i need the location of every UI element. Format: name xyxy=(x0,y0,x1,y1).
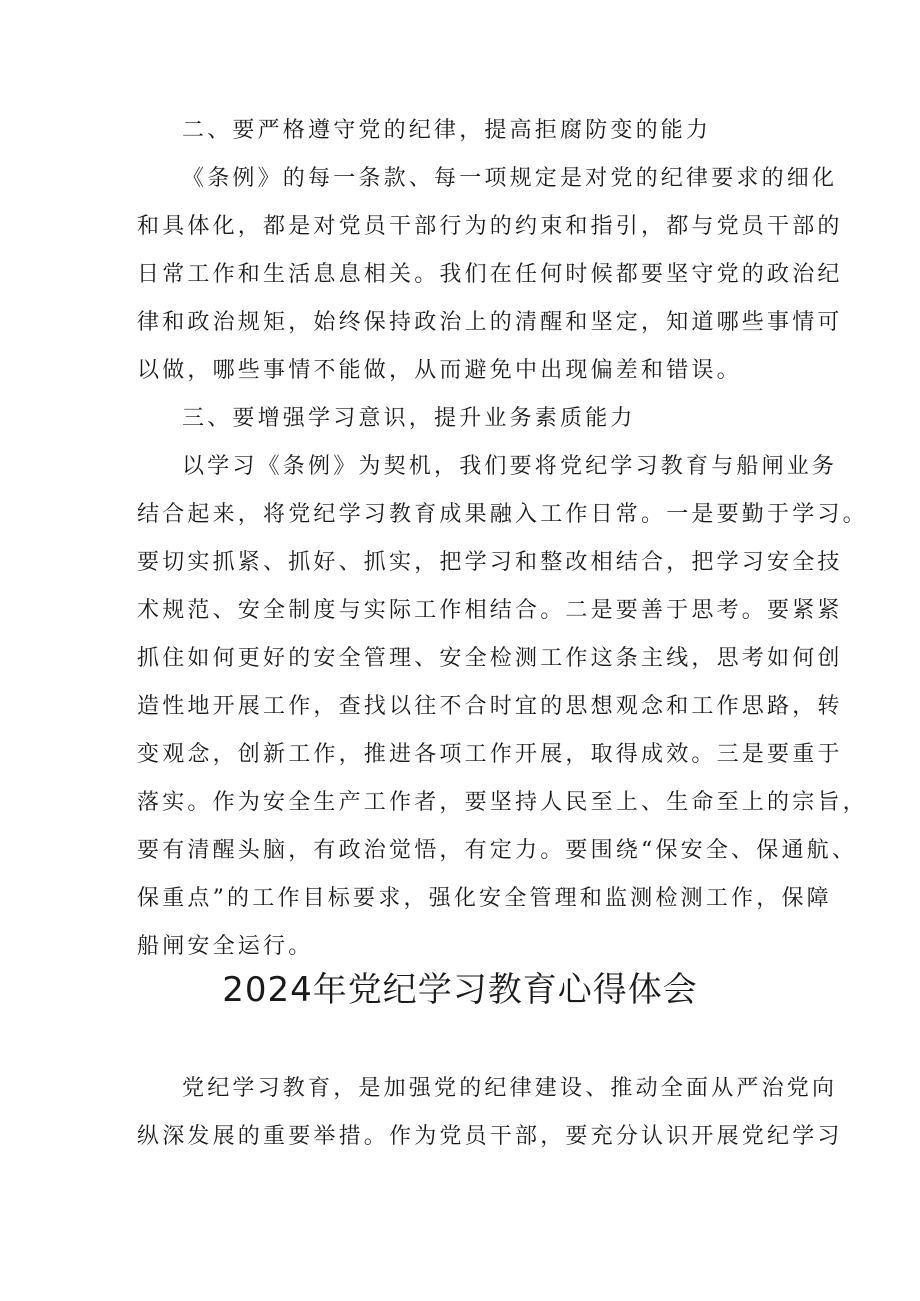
section-3-paragraph-line-3: 要切实抓紧、抓好、抓实，把学习和整改相结合，把学习安全技 xyxy=(137,550,843,575)
article-paragraph-line-2: 纵深发展的重要举措。作为党员干部，要充分认识开展党纪学习 xyxy=(137,1124,843,1149)
article-title: 2024年党纪学习教育心得体会 xyxy=(222,970,698,1010)
section-2-paragraph-line-3: 日常工作和生活息息相关。我们在任何时候都要坚守党的政治纪 xyxy=(137,262,843,287)
section-3-paragraph-line-4: 术规范、安全制度与实际工作相结合。二是要善于思考。要紧紧 xyxy=(137,598,843,623)
section-3-heading: 三、要增强学习意识，提升业务素质能力 xyxy=(182,406,636,431)
section-3-paragraph-line-9: 要有清醒头脑，有政治觉悟，有定力。要围绕“保安全、保通航、 xyxy=(137,838,858,863)
section-3-paragraph-line-6: 造性地开展工作，查找以往不合时宜的思想观念和工作思路，转 xyxy=(137,694,843,719)
section-3-paragraph-line-2: 结合起来，将党纪学习教育成果融入工作日常。一是要勤于学习。 xyxy=(137,502,868,527)
section-3-paragraph-line-11: 船闸安全运行。 xyxy=(137,934,314,959)
section-3-paragraph-line-1: 以学习《条例》为契机，我们要将党纪学习教育与船闸业务 xyxy=(182,454,838,479)
section-2-paragraph-line-5: 以做，哪些事情不能做，从而避免中出现偏差和错误。 xyxy=(137,358,742,383)
section-3-paragraph-line-7: 变观念，创新工作，推进各项工作开展，取得成效。三是要重于 xyxy=(137,742,843,767)
section-2-heading: 二、要严格遵守党的纪律，提高拒腐防变的能力 xyxy=(182,118,712,143)
section-3-paragraph-line-10: 保重点”的工作目标要求，强化安全管理和监测检测工作，保障 xyxy=(137,886,832,911)
article-paragraph-line-1: 党纪学习教育，是加强党的纪律建设、推动全面从严治党向 xyxy=(182,1076,838,1101)
section-3-paragraph-line-8: 落实。作为安全生产工作者，要坚持人民至上、生命至上的宗旨， xyxy=(137,790,868,815)
section-2-paragraph-line-4: 律和政治规矩，始终保持政治上的清醒和坚定，知道哪些事情可 xyxy=(137,310,843,335)
section-3-paragraph-line-5: 抓住如何更好的安全管理、安全检测工作这条主线，思考如何创 xyxy=(137,646,843,671)
section-2-paragraph-line-2: 和具体化，都是对党员干部行为的约束和指引，都与党员干部的 xyxy=(137,214,843,239)
section-2-paragraph-line-1: 《条例》的每一条款、每一项规定是对党的纪律要求的细化 xyxy=(182,166,838,191)
